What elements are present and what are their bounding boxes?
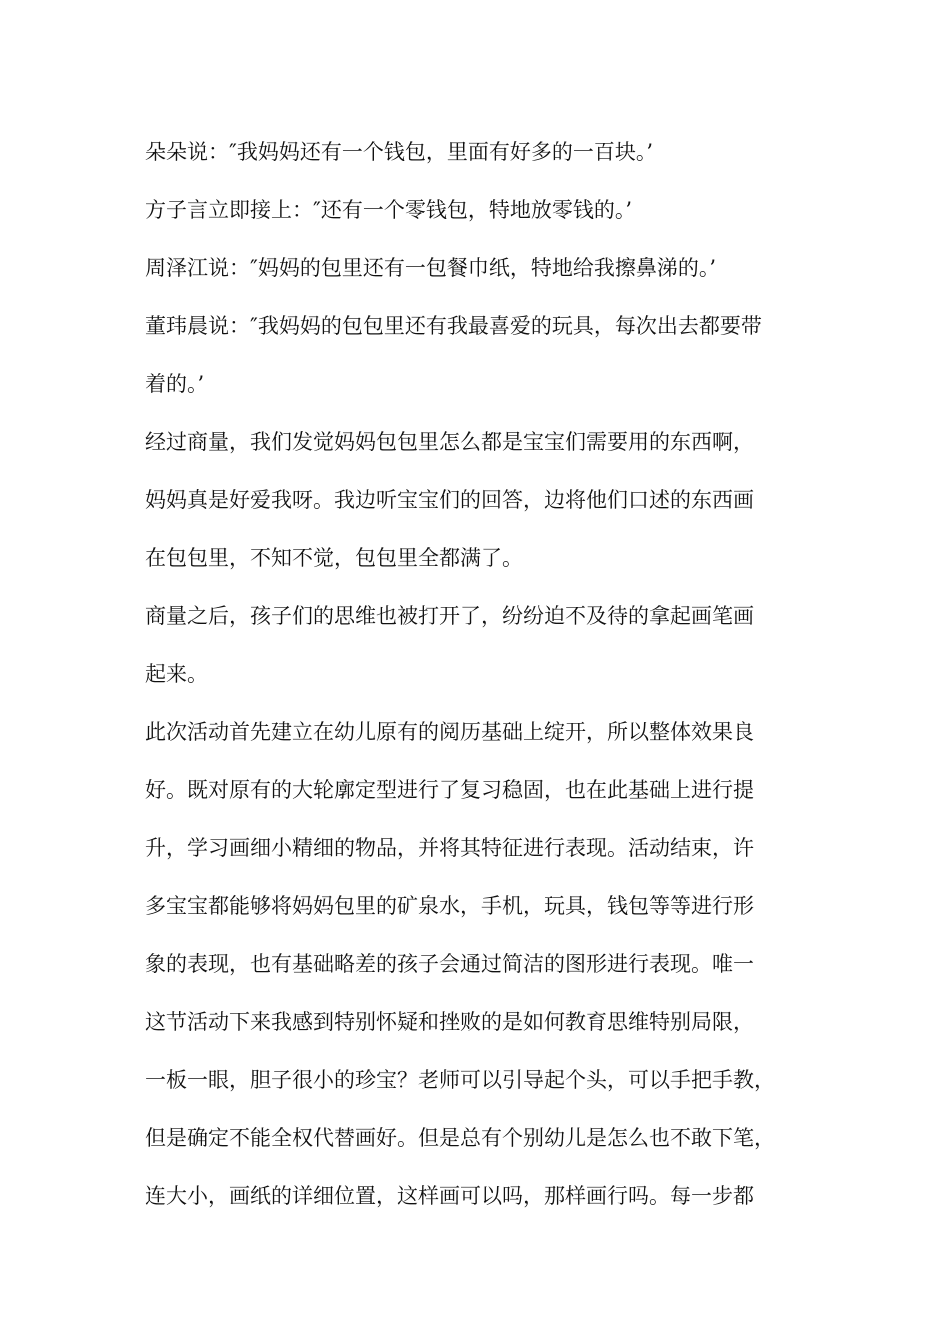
- text-line: 好。既对原有的大轮廓定型进行了复习稳固，也在此基础上进行提: [145, 778, 754, 802]
- text-line: 商量之后，孩子们的思维也被打开了，纷纷迫不及待的拿起画笔画: [145, 604, 754, 628]
- text-line: 多宝宝都能够将妈妈包里的矿泉水，手机，玩具，钱包等等进行形: [145, 894, 754, 918]
- text-line: 经过商量，我们发觉妈妈包包里怎么都是宝宝们需要用的东西啊，: [145, 430, 754, 454]
- text-line: 起来。: [145, 662, 208, 686]
- text-line: 方子言立即接上：″还有一个零钱包，特地放零钱的。’: [145, 198, 633, 222]
- text-line: 朵朵说：″我妈妈还有一个钱包，里面有好多的一百块。’: [145, 140, 654, 164]
- text-line: 董玮晨说：″我妈妈的包包里还有我最喜爱的玩具，每次出去都要带: [145, 314, 762, 338]
- text-line: 这节活动下来我感到特别怀疑和挫败的是如何教育思维特别局限，: [145, 1010, 754, 1034]
- text-line: 连大小，画纸的详细位置，这样画可以吗，那样画行吗。每一步都: [145, 1184, 754, 1208]
- text-line: 象的表现，也有基础略差的孩子会通过简洁的图形进行表现。唯一: [145, 952, 754, 976]
- body-text: [145, 134, 845, 1236]
- text-line: 着的。’: [145, 372, 205, 396]
- text-line: 升，学习画细小精细的物品，并将其特征进行表现。活动结束，许: [145, 836, 754, 860]
- text-line: 在包包里，不知不觉，包包里全都满了。: [145, 546, 523, 570]
- text-line: 妈妈真是好爱我呀。我边听宝宝们的回答，边将他们口述的东西画: [145, 488, 754, 512]
- text-line: 此次活动首先建立在幼儿原有的阅历基础上绽开，所以整体效果良: [145, 720, 754, 744]
- text-line: 但是确定不能全权代替画好。但是总有个别幼儿是怎么也不敢下笔，: [145, 1126, 775, 1150]
- text-line: 周泽江说：″妈妈的包里还有一包餐巾纸，特地给我擦鼻涕的。’: [145, 256, 717, 280]
- text-line: 一板一眼，胆子很小的珍宝？老师可以引导起个头，可以手把手教，: [145, 1068, 775, 1092]
